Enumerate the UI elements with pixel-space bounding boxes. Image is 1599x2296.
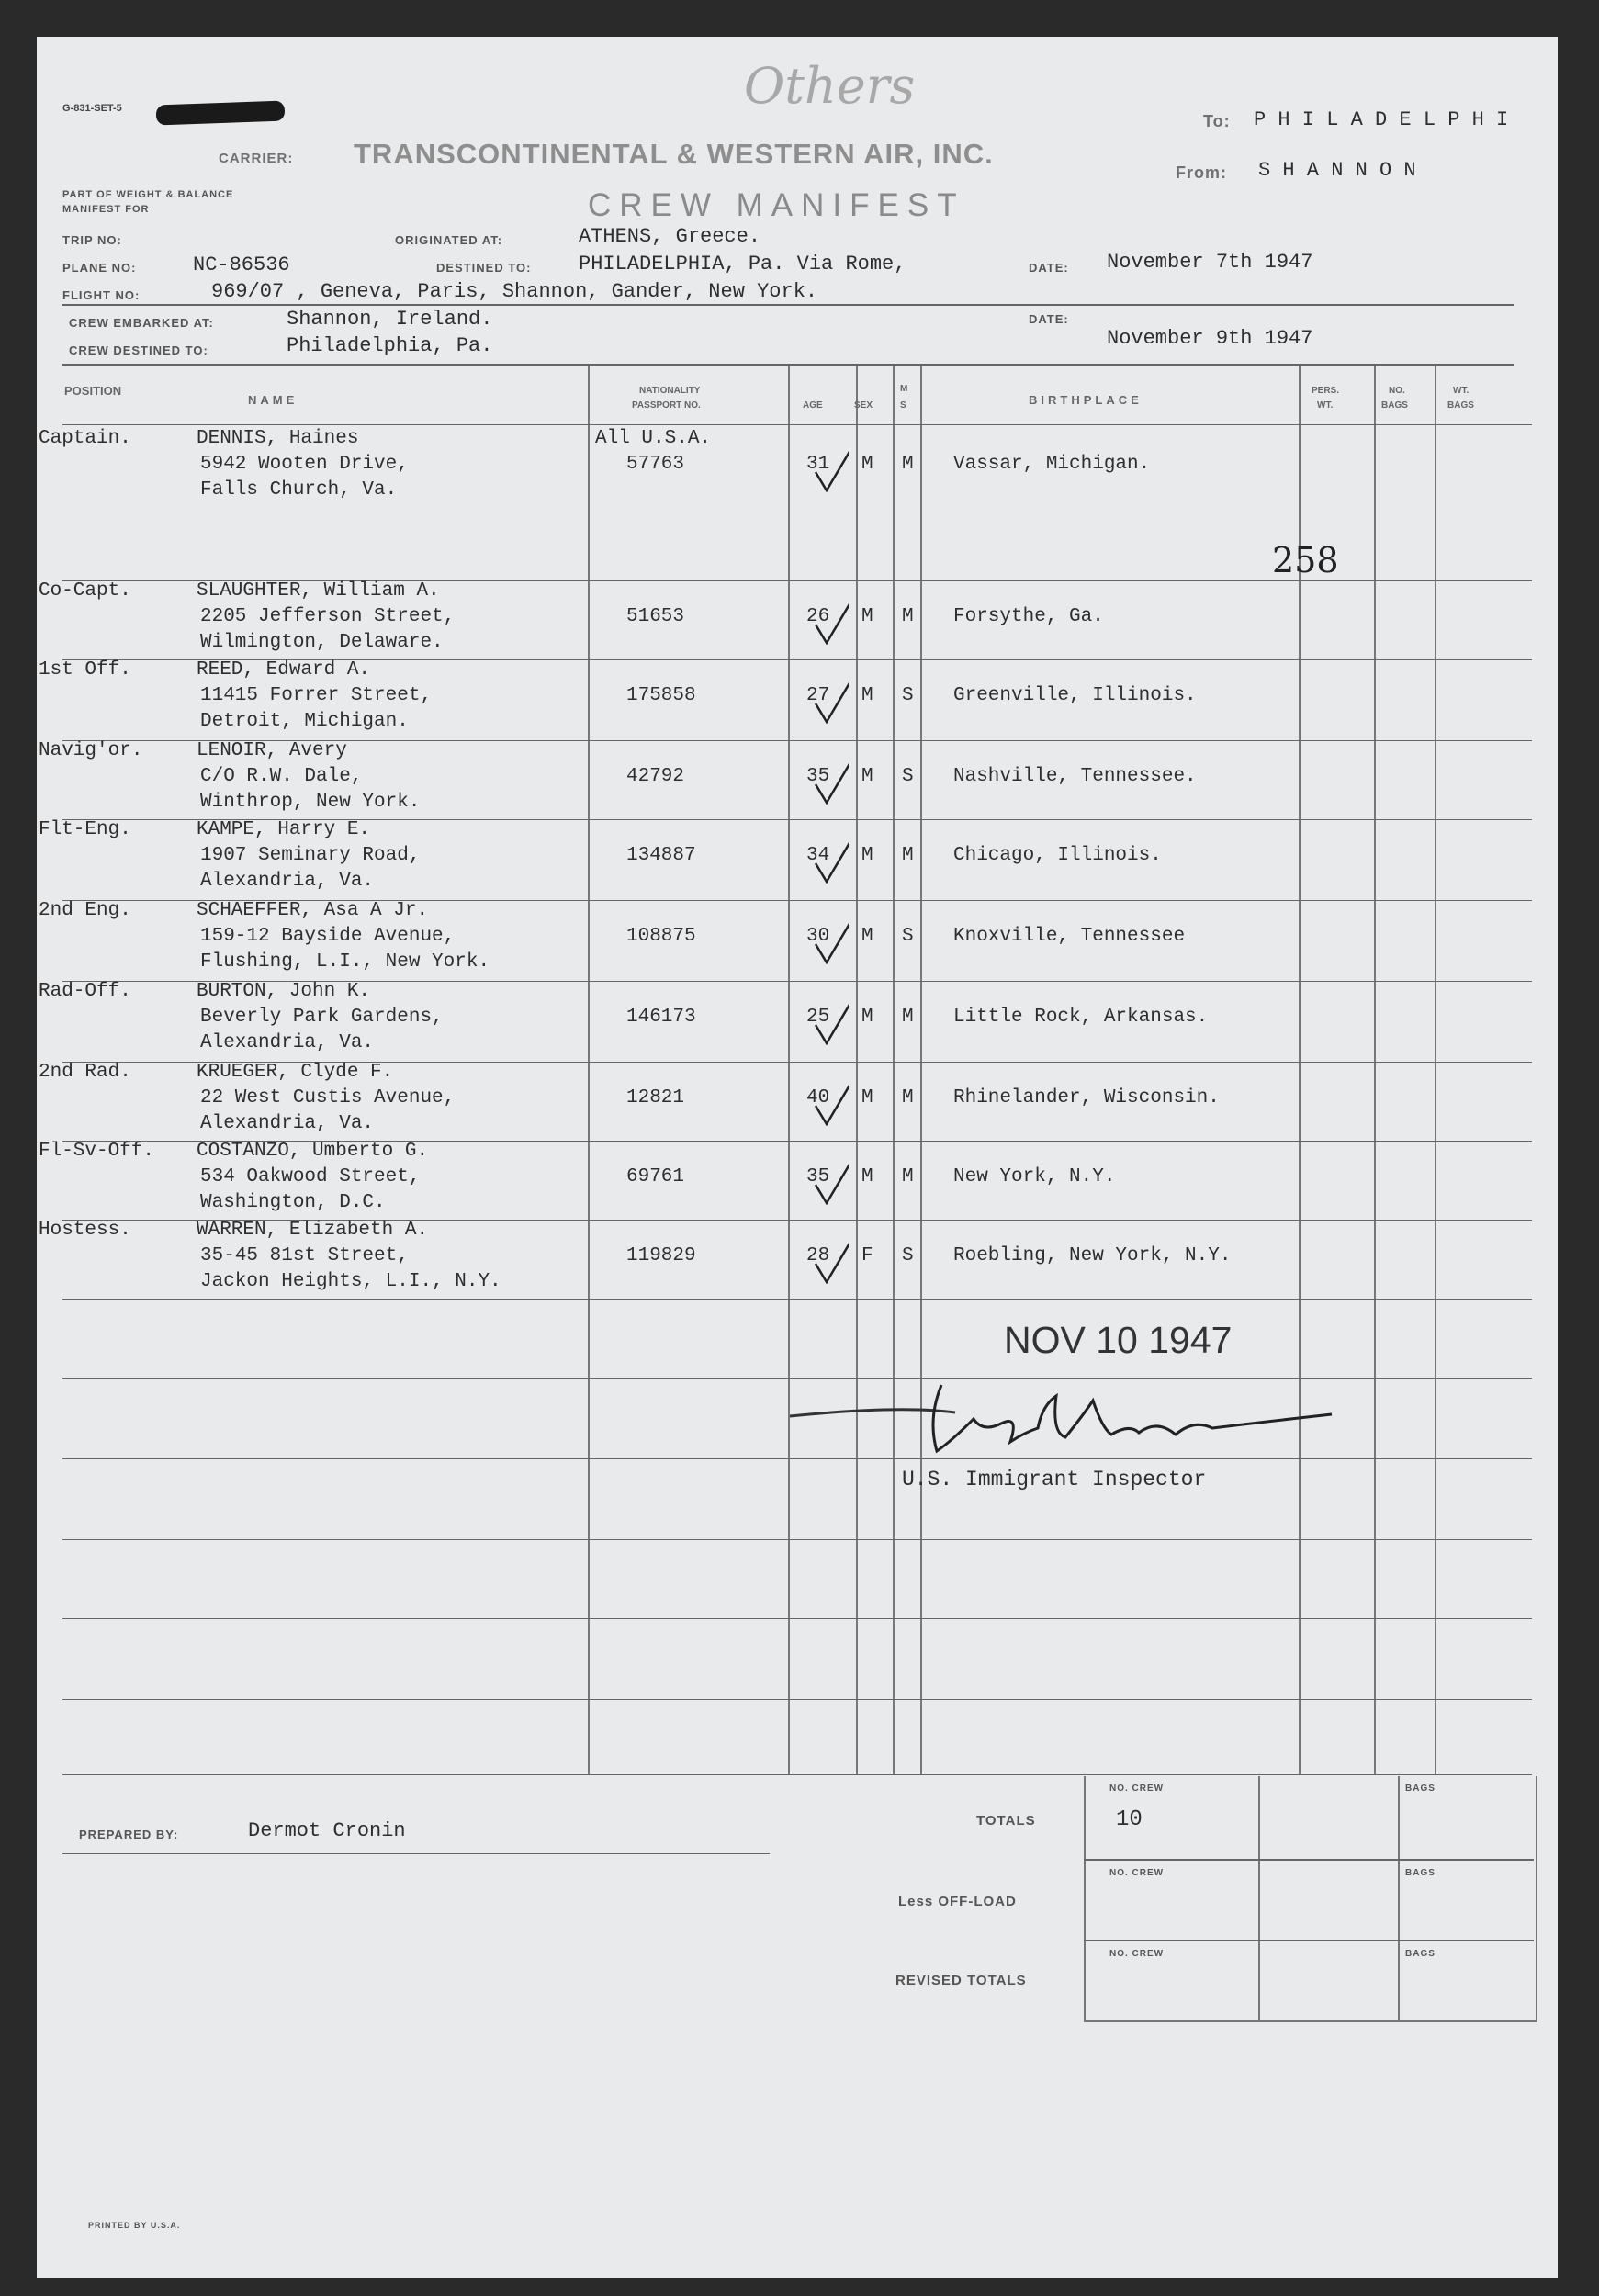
crew-passport: 12821 [626, 1087, 685, 1109]
crew-birthplace: Chicago, Illinois. [953, 845, 1162, 866]
plane-label: PLANE NO: [62, 261, 137, 275]
crew-address-1: Beverly Park Gardens, [200, 1007, 444, 1028]
crew-position: 2nd Eng. [39, 900, 131, 921]
crew-age: 40 [806, 1087, 830, 1109]
crew-address-1: 1907 Seminary Road, [200, 845, 421, 866]
revised-totals-label: REVISED TOTALS [895, 1973, 1027, 1988]
offload-bags-label: BAGS [1405, 1868, 1436, 1878]
crew-age: 35 [806, 766, 830, 787]
crew-position: 2nd Rad. [39, 1062, 131, 1083]
prepared-label: PREPARED BY: [79, 1828, 179, 1841]
crew-address-2: Detroit, Michigan. [200, 711, 409, 732]
check-mark [808, 590, 849, 645]
crew-marital-status: M [902, 1166, 914, 1187]
crew-position: Fl-Sv-Off. [39, 1141, 155, 1162]
crew-birthplace: Knoxville, Tennessee [953, 926, 1186, 947]
header-sex: SEX [854, 400, 873, 411]
destined-value: PHILADELPHIA, Pa. Via Rome, [579, 253, 906, 276]
crew-birthplace: Greenville, Illinois. [953, 685, 1197, 706]
crew-address-2: Flushing, L.I., New York. [200, 951, 490, 973]
crew-name: LENOIR, Avery [197, 740, 347, 761]
check-mark [808, 909, 849, 964]
crew-address-2: Winthrop, New York. [200, 792, 421, 813]
crew-marital-status: S [902, 926, 914, 947]
header-wt: WT. [1453, 386, 1470, 396]
crew-name: SLAUGHTER, William A. [197, 580, 440, 602]
crew-age: 26 [806, 606, 830, 627]
grid-column-line [893, 366, 895, 1774]
check-mark [808, 749, 849, 805]
crew-address-2: Alexandria, Va. [200, 1032, 375, 1053]
grid-row-line [62, 1699, 1532, 1700]
crew-passport: 134887 [626, 845, 696, 866]
prepared-value: Dermot Cronin [248, 1819, 406, 1842]
crew-birthplace: Vassar, Michigan. [953, 454, 1151, 475]
crew-sex: M [861, 454, 873, 475]
crew-name: COSTANZO, Umberto G. [197, 1141, 429, 1162]
totals-box [1084, 1776, 1537, 2022]
date2-value: November 9th 1947 [1107, 327, 1313, 350]
grid-row-line [62, 1299, 1532, 1300]
from-value: S H A N N O N [1258, 159, 1416, 182]
totals-crew-label: NO. CREW [1109, 1784, 1165, 1794]
to-label: To: [1203, 112, 1231, 130]
crew-birthplace: Little Rock, Arkansas. [953, 1007, 1209, 1028]
trip-label: TRIP NO: [62, 233, 122, 247]
header-age: AGE [803, 400, 823, 411]
crew-marital-status: M [902, 845, 914, 866]
crew-age: 34 [806, 845, 830, 866]
crew-marital-status: S [902, 685, 914, 706]
crew-address-2: Wilmington, Delaware. [200, 632, 444, 653]
offload-crew-label: NO. CREW [1109, 1868, 1165, 1878]
crew-sex: F [861, 1245, 873, 1266]
crew-address-2: Alexandria, Va. [200, 871, 375, 892]
manifest-for-label: MANIFEST FOR [62, 204, 150, 215]
crew-marital-status: M [902, 606, 914, 627]
crew-sex: M [861, 606, 873, 627]
crew-marital-status: S [902, 766, 914, 787]
form-code: G-831-SET-5 [62, 103, 122, 114]
check-mark [808, 1229, 849, 1284]
carrier-label: CARRIER: [219, 151, 294, 166]
crew-address-2: Washington, D.C. [200, 1192, 386, 1213]
crew-address-1: 534 Oakwood Street, [200, 1166, 421, 1187]
originated-value: ATHENS, Greece. [579, 225, 761, 248]
crew-birthplace: Nashville, Tennessee. [953, 766, 1197, 787]
flight-label: FLIGHT NO: [62, 288, 141, 302]
header-ms-s: S [900, 400, 906, 411]
crew-sex: M [861, 926, 873, 947]
crew-address-2: Falls Church, Va. [200, 479, 398, 501]
crew-destined-label: CREW DESTINED TO: [69, 343, 208, 357]
crew-sex: M [861, 1007, 873, 1028]
crew-address-2: Alexandria, Va. [200, 1113, 375, 1134]
crew-nationality: All U.S.A. [595, 428, 712, 449]
crew-birthplace: Forsythe, Ga. [953, 606, 1104, 627]
grid-column-line [1374, 366, 1376, 1774]
crew-position: Navig'or. [39, 740, 143, 761]
header-wt-bags: BAGS [1447, 400, 1474, 411]
crew-age: 35 [806, 1166, 830, 1187]
grid-row-line [62, 1539, 1532, 1540]
grid-row-line [62, 424, 1532, 425]
crew-address-1: 159-12 Bayside Avenue, [200, 926, 456, 947]
crew-name: KAMPE, Harry E. [197, 819, 371, 840]
destined-label: DESTINED TO: [436, 261, 532, 275]
signature [790, 1378, 1341, 1479]
crew-passport: 51653 [626, 606, 685, 627]
crew-sex: M [861, 766, 873, 787]
crew-address-1: C/O R.W. Dale, [200, 766, 363, 787]
crew-position: Rad-Off. [39, 981, 131, 1002]
less-offload-label: Less OFF-LOAD [898, 1894, 1017, 1909]
header-bags: BAGS [1381, 400, 1408, 411]
handwritten-258: 258 [1272, 540, 1339, 580]
crew-age: 31 [806, 454, 830, 475]
crew-address-1: 5942 Wooten Drive, [200, 454, 409, 475]
crew-age: 28 [806, 1245, 830, 1266]
header-pers: PERS. [1312, 386, 1340, 396]
date-stamp: NOV 10 1947 [1004, 1319, 1233, 1361]
crew-marital-status: S [902, 1245, 914, 1266]
crew-passport: 69761 [626, 1166, 685, 1187]
crew-destined-value: Philadelphia, Pa. [287, 334, 493, 357]
crew-address-1: 35-45 81st Street, [200, 1245, 409, 1266]
crew-name: SCHAEFFER, Asa A Jr. [197, 900, 429, 921]
part-label: PART OF WEIGHT & BALANCE [62, 189, 234, 200]
printed-by: PRINTED BY U.S.A. [88, 2221, 181, 2230]
crew-sex: M [861, 1087, 873, 1109]
from-label: From: [1176, 163, 1227, 182]
grid-row-line [62, 1618, 1532, 1619]
embarked-value: Shannon, Ireland. [287, 308, 493, 331]
header-birthplace: BIRTHPLACE [1029, 393, 1143, 407]
grid-row-line [62, 1774, 1532, 1775]
crew-marital-status: M [902, 454, 914, 475]
flight-value: 969/07 , Geneva, Paris, Shannon, Gander, New York. [211, 280, 818, 303]
header-name: NAME [248, 393, 298, 407]
crew-position: Co-Capt. [39, 580, 131, 602]
header-position: POSITION [64, 384, 122, 398]
crew-marital-status: M [902, 1087, 914, 1109]
crew-passport: 175858 [626, 685, 696, 706]
inspector-label: U.S. Immigrant Inspector [902, 1468, 1207, 1491]
embarked-label: CREW EMBARKED AT: [69, 316, 214, 330]
crew-passport: 108875 [626, 926, 696, 947]
grid-column-line [920, 366, 922, 1774]
crew-address-2: Jackon Heights, L.I., N.Y. [200, 1271, 501, 1292]
crew-name: KRUEGER, Clyde F. [197, 1062, 394, 1083]
check-mark [808, 990, 849, 1045]
date-value: November 7th 1947 [1107, 251, 1313, 274]
crew-address-1: 11415 Forrer Street, [200, 685, 433, 706]
crew-position: Hostess. [39, 1220, 131, 1241]
crew-address-1: 22 West Custis Avenue, [200, 1087, 456, 1109]
check-mark [808, 1071, 849, 1126]
header-pers-wt: WT. [1317, 400, 1334, 411]
manifest-title: CREW MANIFEST [588, 187, 965, 223]
header-ms-m: M [900, 384, 908, 394]
crew-passport: 42792 [626, 766, 685, 787]
crew-name: WARREN, Elizabeth A. [197, 1220, 429, 1241]
grid-column-line [588, 366, 590, 1774]
totals-crew-value: 10 [1116, 1807, 1143, 1832]
crew-birthplace: Roebling, New York, N.Y. [953, 1245, 1232, 1266]
revised-bags-label: BAGS [1405, 1949, 1436, 1959]
grid-column-line [788, 366, 790, 1774]
check-mark [808, 828, 849, 884]
to-value: P H I L A D E L P H I [1254, 108, 1509, 131]
crew-position: Captain. [39, 428, 131, 449]
header-nationality: NATIONALITY [639, 386, 701, 396]
crew-birthplace: Rhinelander, Wisconsin. [953, 1087, 1220, 1109]
crew-age: 30 [806, 926, 830, 947]
originated-label: ORIGINATED AT: [395, 233, 503, 247]
crew-position: 1st Off. [39, 659, 131, 681]
date-label: DATE: [1029, 261, 1069, 275]
crew-age: 27 [806, 685, 830, 706]
totals-bags-label: BAGS [1405, 1784, 1436, 1794]
plane-value: NC-86536 [193, 253, 290, 276]
crew-position: Flt-Eng. [39, 819, 131, 840]
carrier-name: TRANSCONTINENTAL & WESTERN AIR, INC. [354, 138, 994, 170]
crew-name: BURTON, John K. [197, 981, 371, 1002]
crew-address-1: 2205 Jefferson Street, [200, 606, 456, 627]
check-mark [808, 669, 849, 724]
handwritten-note: Others [744, 57, 916, 115]
crew-name: REED, Edward A. [197, 659, 371, 681]
check-mark [808, 437, 849, 492]
grid-column-line [856, 366, 858, 1774]
crew-birthplace: New York, N.Y. [953, 1166, 1116, 1187]
crew-marital-status: M [902, 1007, 914, 1028]
totals-label: TOTALS [976, 1813, 1036, 1829]
date2-label: DATE: [1029, 312, 1069, 326]
header-passport: PASSPORT NO. [632, 400, 701, 411]
crew-passport: 146173 [626, 1007, 696, 1028]
revised-crew-label: NO. CREW [1109, 1949, 1165, 1959]
crew-passport: 57763 [626, 454, 685, 475]
crew-sex: M [861, 685, 873, 706]
grid-column-line [1435, 366, 1436, 1774]
crew-sex: M [861, 845, 873, 866]
crew-name: DENNIS, Haines [197, 428, 359, 449]
check-mark [808, 1150, 849, 1205]
crew-age: 25 [806, 1007, 830, 1028]
crew-sex: M [861, 1166, 873, 1187]
crew-passport: 119829 [626, 1245, 696, 1266]
header-bags-no: NO. [1389, 386, 1405, 396]
